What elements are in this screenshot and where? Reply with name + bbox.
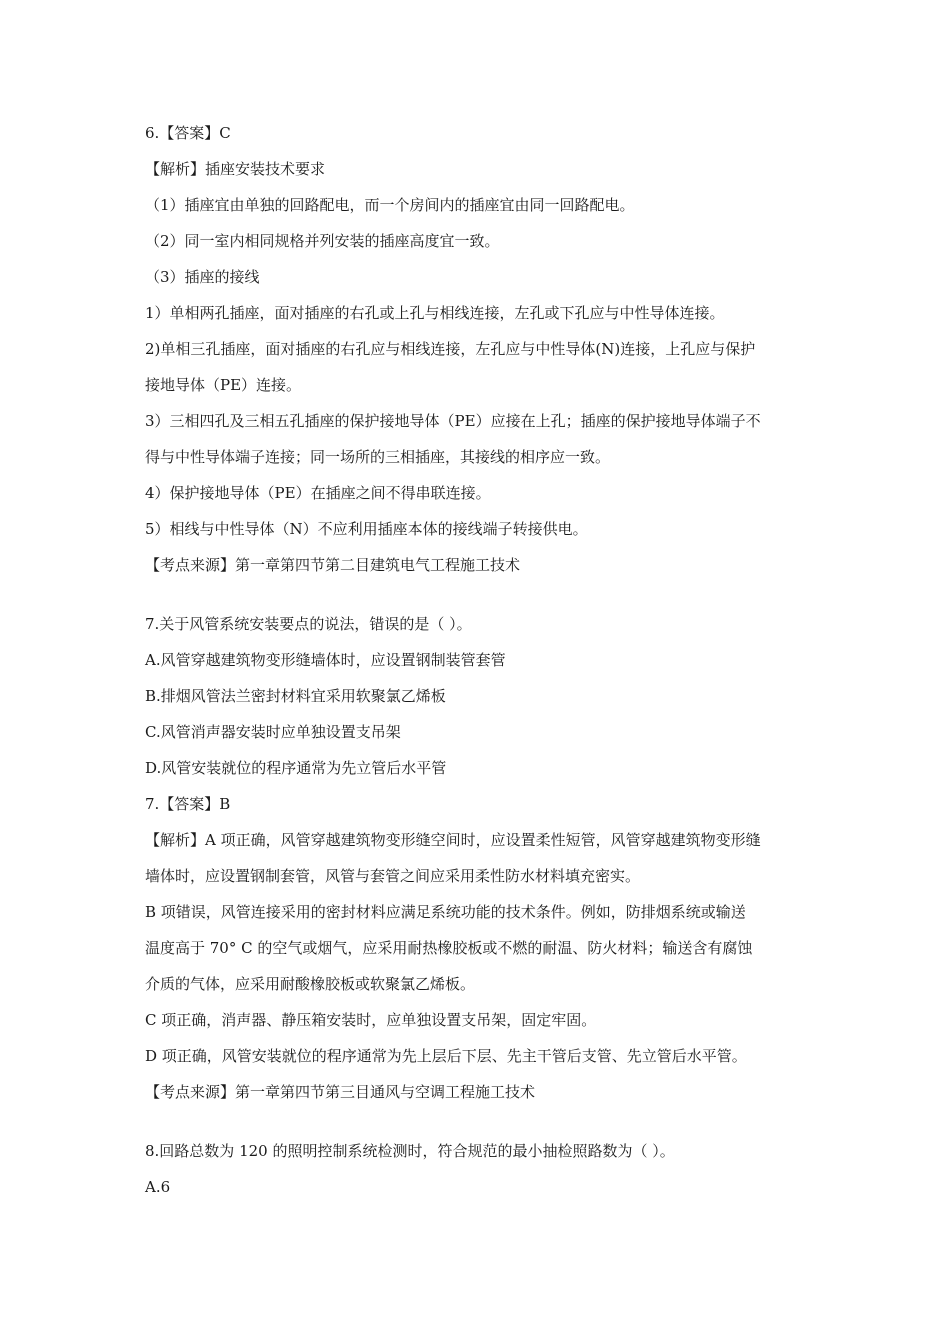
q6-analysis-title: 【解析】插座安装技术要求 bbox=[145, 160, 326, 178]
q6-sub-3a: 3）三相四孔及三相五孔插座的保护接地导体（PE）应接在上孔；插座的保护接地导体端子不 bbox=[145, 412, 761, 430]
q6-sub-3b: 得与中性导体端子连接；同一场所的三相插座，其接线的相序应一致。 bbox=[145, 448, 611, 466]
q6-answer: 6.【答案】C bbox=[145, 124, 231, 142]
q7-analysis-b2: 温度高于 70° C 的空气或烟气，应采用耐热橡胶板或不燃的耐温、防火材料；输送含有腐蚀 bbox=[145, 939, 753, 957]
q7-option-a: A.风管穿越建筑物变形缝墙体时，应设置钢制装管套管 bbox=[145, 651, 506, 669]
q6-sub-4: 4）保护接地导体（PE）在插座之间不得串联连接。 bbox=[145, 484, 491, 502]
q7-option-c: C.风管消声器安装时应单独设置支吊架 bbox=[145, 723, 401, 741]
q6-item-1: （1）插座宜由单独的回路配电，而一个房间内的插座宜由同一回路配电。 bbox=[145, 196, 635, 214]
q6-sub-2b: 接地导体（PE）连接。 bbox=[145, 376, 302, 394]
q7-analysis-a2: 墙体时，应设置钢制套管，风管与套管之间应采用柔性防水材料填充密实。 bbox=[145, 867, 641, 885]
q7-analysis-a1: 【解析】A 项正确，风管穿越建筑物变形缝空间时，应设置柔性短管，风管穿越建筑物变形缝 bbox=[145, 831, 761, 849]
q7-analysis-b1: B 项错误，风管连接采用的密封材料应满足系统功能的技术条件。例如，防排烟系统或输送 bbox=[145, 903, 746, 921]
q7-analysis-d: D 项正确，风管安装就位的程序通常为先上层后下层、先主干管后支管、先立管后水平管。 bbox=[145, 1047, 747, 1065]
q8-question: 8.回路总数为 120 的照明控制系统检测时，符合规范的最小抽检照路数为（ ）。 bbox=[145, 1142, 675, 1160]
q7-option-d: D.风管安装就位的程序通常为先立管后水平管 bbox=[145, 759, 447, 777]
q6-sub-5: 5）相线与中性导体（N）不应利用插座本体的接线端子转接供电。 bbox=[145, 520, 588, 538]
q6-item-2: （2）同一室内相同规格并列安装的插座高度宜一致。 bbox=[145, 232, 500, 250]
q7-answer: 7.【答案】B bbox=[145, 795, 231, 813]
q7-source: 【考点来源】第一章第四节第三目通风与空调工程施工技术 bbox=[145, 1083, 536, 1101]
q7-analysis-c: C 项正确，消声器、静压箱安装时，应单独设置支吊架，固定牢固。 bbox=[145, 1011, 597, 1029]
q7-option-b: B.排烟风管法兰密封材料宜采用软聚氯乙烯板 bbox=[145, 687, 446, 705]
q6-sub-1: 1）单相两孔插座，面对插座的右孔或上孔与相线连接，左孔或下孔应与中性导体连接。 bbox=[145, 304, 725, 322]
q8-option-a: A.6 bbox=[145, 1178, 171, 1196]
q7-question: 7.关于风管系统安装要点的说法，错误的是（ ）。 bbox=[145, 615, 472, 633]
q6-sub-2a: 2)单相三孔插座，面对插座的右孔应与相线连接，左孔应与中性导体(N)连接，上孔应与保护 bbox=[145, 340, 756, 358]
q6-source: 【考点来源】第一章第四节第二目建筑电气工程施工技术 bbox=[145, 556, 521, 574]
q7-analysis-b3: 介质的气体，应采用耐酸橡胶板或软聚氯乙烯板。 bbox=[145, 975, 476, 993]
q6-item-3: （3）插座的接线 bbox=[145, 268, 260, 286]
